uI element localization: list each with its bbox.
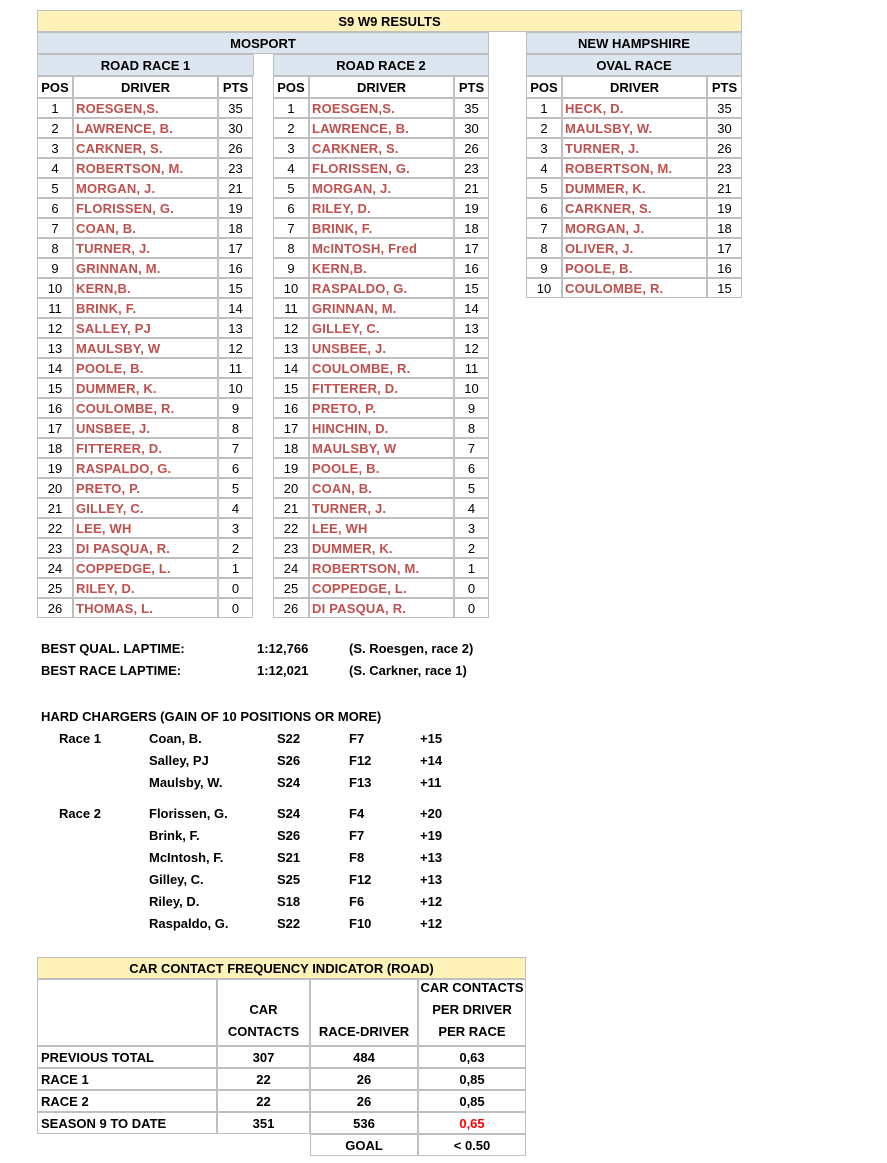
race1-driver: POOLE, B. [73,358,218,378]
race1-pts: 5 [218,478,253,498]
race2-pos: 17 [273,418,309,438]
contact-row-race-driver: 536 [310,1112,418,1134]
race2-pts: 10 [454,378,489,398]
race2-pts: 18 [454,218,489,238]
oval-pos: 8 [526,238,562,258]
contact-header-race-driver [310,979,418,1046]
race2-driver: KERN,B. [309,258,454,278]
race1-driver: SALLEY, PJ [73,318,218,338]
race2-pts: 15 [454,278,489,298]
race1-pos: 3 [37,138,73,158]
oval-driver: DUMMER, K. [562,178,707,198]
hard-charger-gain: +13 [420,872,443,887]
race1-pts: 14 [218,298,253,318]
race1-driver: COULOMBE, R. [73,398,218,418]
race2-driver: COULOMBE, R. [309,358,454,378]
oval-driver: COULOMBE, R. [562,278,707,298]
oval-header-driver: DRIVER [562,76,707,98]
race2-pos: 10 [273,278,309,298]
race1-driver: THOMAS, L. [73,598,218,618]
race2-driver: UNSBEE, J. [309,338,454,358]
oval-pts: 19 [707,198,742,218]
laptime-label: BEST QUAL. LAPTIME: [41,641,185,656]
race2-pts: 21 [454,178,489,198]
hard-charger-start: S22 [277,916,301,931]
hard-charger-gain: +11 [420,775,442,790]
race1-pos: 16 [37,398,73,418]
race1-pts: 26 [218,138,253,158]
race1-pos: 23 [37,538,73,558]
race2-pos: 16 [273,398,309,418]
race1-pos: 12 [37,318,73,338]
race1-pos: 9 [37,258,73,278]
race1-pos: 11 [37,298,73,318]
laptime-note: (S. Roesgen, race 2) [349,641,474,656]
race1-pts: 35 [218,98,253,118]
oval-pts: 23 [707,158,742,178]
contact-row-label: RACE 1 [37,1068,217,1090]
oval-driver: POOLE, B. [562,258,707,278]
race1-pts: 1 [218,558,253,578]
race2-pts: 1 [454,558,489,578]
hard-charger-name: Florissen, G. [149,806,228,821]
race2-pos: 11 [273,298,309,318]
contact-header-line: PER RACE [438,1024,506,1039]
race1-pos: 4 [37,158,73,178]
hard-charger-gain: +19 [420,828,443,843]
contact-row-race-driver: 484 [310,1046,418,1068]
race1-pts: 8 [218,418,253,438]
oval-pos: 7 [526,218,562,238]
race2-pts: 23 [454,158,489,178]
contact-row-label: SEASON 9 TO DATE [37,1112,217,1134]
race2-driver: RASPALDO, G. [309,278,454,298]
race1-driver: UNSBEE, J. [73,418,218,438]
race-header-road-race-1: ROAD RACE 1 [37,54,254,76]
race1-pts: 16 [218,258,253,278]
hard-charger-start: S26 [277,828,301,843]
contact-header-line: CONTACTS [227,1024,300,1039]
race2-pos: 12 [273,318,309,338]
race2-driver: PRETO, P. [309,398,454,418]
race1-pos: 15 [37,378,73,398]
race2-pts: 4 [454,498,489,518]
hard-charger-race-label: Race 2 [59,806,101,821]
hard-charger-name: Coan, B. [149,731,202,746]
track-header-new-hampshire: NEW HAMPSHIRE [526,32,742,54]
race2-pos: 20 [273,478,309,498]
race1-pos: 8 [37,238,73,258]
hard-charger-finish: F13 [349,775,372,790]
contact-header-car-contacts [217,979,310,1046]
race1-pts: 30 [218,118,253,138]
race2-driver: HINCHIN, D. [309,418,454,438]
hard-charger-finish: F10 [349,916,372,931]
contact-row-label: PREVIOUS TOTAL [37,1046,217,1068]
race2-pos: 14 [273,358,309,378]
hard-charger-gain: +14 [420,753,443,768]
race1-driver: DI PASQUA, R. [73,538,218,558]
contact-row-ratio: 0,63 [418,1046,526,1068]
hard-charger-gain: +12 [420,894,443,909]
race1-pts: 9 [218,398,253,418]
hard-charger-name: Maulsby, W. [149,775,223,790]
hard-charger-start: S24 [277,775,301,790]
race2-pts: 6 [454,458,489,478]
race1-driver: RILEY, D. [73,578,218,598]
oval-pts: 26 [707,138,742,158]
hard-charger-start: S21 [277,850,301,865]
race1-driver: MAULSBY, W [73,338,218,358]
race2-driver: COAN, B. [309,478,454,498]
race1-driver: FITTERER, D. [73,438,218,458]
race1-pts: 11 [218,358,253,378]
race1-pts: 0 [218,578,253,598]
race1-pts: 2 [218,538,253,558]
oval-header-pos: POS [526,76,562,98]
hard-charger-gain: +15 [420,731,443,746]
laptime-value: 1:12,021 [257,663,309,678]
contact-row-car-contacts: 351 [217,1112,310,1134]
race1-pos: 26 [37,598,73,618]
hard-charger-start: S22 [277,731,301,746]
race2-pos: 1 [273,98,309,118]
race1-driver: COAN, B. [73,218,218,238]
race1-pts: 13 [218,318,253,338]
laptime-label: BEST RACE LAPTIME: [41,663,182,678]
race1-pos: 21 [37,498,73,518]
oval-driver: CARKNER, S. [562,198,707,218]
contact-row-ratio: 0,65 [418,1112,526,1134]
hard-charger-start: S26 [277,753,301,768]
race1-driver: CARKNER, S. [73,138,218,158]
hard-charger-name: Salley, PJ [149,753,209,768]
contact-header-empty [37,979,217,1046]
race2-pts: 35 [454,98,489,118]
race1-driver: GRINNAN, M. [73,258,218,278]
race1-driver: GILLEY, C. [73,498,218,518]
hard-charger-start: S24 [277,806,301,821]
race1-pos: 13 [37,338,73,358]
race2-pos: 3 [273,138,309,158]
race1-pts: 21 [218,178,253,198]
contact-goal-value: < 0.50 [418,1134,526,1156]
hard-charger-gain: +20 [420,806,443,821]
race1-pos: 19 [37,458,73,478]
race1-pts: 7 [218,438,253,458]
race1-pos: 25 [37,578,73,598]
laptime-note: (S. Carkner, race 1) [349,663,467,678]
race2-pts: 13 [454,318,489,338]
oval-pos: 4 [526,158,562,178]
hard-charger-finish: F7 [349,828,365,843]
race1-header-pts: PTS [218,76,253,98]
race2-header-pos: POS [273,76,309,98]
race2-pos: 15 [273,378,309,398]
race1-pos: 10 [37,278,73,298]
contact-row-car-contacts: 22 [217,1090,310,1112]
race2-pos: 25 [273,578,309,598]
contact-row-label: RACE 2 [37,1090,217,1112]
race1-driver: FLORISSEN, G. [73,198,218,218]
race2-pts: 3 [454,518,489,538]
race1-pos: 18 [37,438,73,458]
hard-charger-gain: +13 [420,850,443,865]
race2-pts: 17 [454,238,489,258]
hard-chargers-heading: HARD CHARGERS (GAIN OF 10 POSITIONS OR MORE) [41,709,382,724]
race2-driver: DI PASQUA, R. [309,598,454,618]
hard-charger-name: Riley, D. [149,894,200,909]
oval-driver: MAULSBY, W. [562,118,707,138]
race1-pts: 15 [218,278,253,298]
race1-pts: 6 [218,458,253,478]
race2-driver: COPPEDGE, L. [309,578,454,598]
contact-goal-label: GOAL [310,1134,418,1156]
race2-pts: 0 [454,598,489,618]
race2-pos: 4 [273,158,309,178]
race1-pts: 10 [218,378,253,398]
hard-charger-name: Raspaldo, G. [149,916,229,931]
race1-pos: 7 [37,218,73,238]
oval-pos: 10 [526,278,562,298]
race2-driver: BRINK, F. [309,218,454,238]
contact-header-line: RACE-DRIVER [318,1024,410,1039]
race2-pts: 30 [454,118,489,138]
oval-pos: 6 [526,198,562,218]
race2-driver: CARKNER, S. [309,138,454,158]
oval-driver: HECK, D. [562,98,707,118]
race-header-road-race-2: ROAD RACE 2 [273,54,489,76]
oval-pts: 17 [707,238,742,258]
race2-pos: 7 [273,218,309,238]
oval-pts: 35 [707,98,742,118]
race1-header-pos: POS [37,76,73,98]
contact-table-title: CAR CONTACT FREQUENCY INDICATOR (ROAD) [37,957,526,979]
oval-pos: 3 [526,138,562,158]
race2-pts: 12 [454,338,489,358]
race-header-oval-race: OVAL RACE [526,54,742,76]
race2-pos: 13 [273,338,309,358]
race1-pos: 20 [37,478,73,498]
hard-charger-finish: F12 [349,753,372,768]
contact-header-line: CAR [249,1002,278,1017]
race2-driver: POOLE, B. [309,458,454,478]
race1-driver: ROESGEN,S. [73,98,218,118]
race1-pts: 19 [218,198,253,218]
race1-driver: TURNER, J. [73,238,218,258]
oval-pos: 1 [526,98,562,118]
race2-driver: DUMMER, K. [309,538,454,558]
race2-pts: 26 [454,138,489,158]
contact-row-car-contacts: 22 [217,1068,310,1090]
race2-pos: 2 [273,118,309,138]
hard-charger-finish: F6 [349,894,365,909]
race1-header-driver: DRIVER [73,76,218,98]
race2-header-driver: DRIVER [309,76,454,98]
race2-pos: 6 [273,198,309,218]
contact-row-race-driver: 26 [310,1090,418,1112]
race1-pts: 3 [218,518,253,538]
hard-charger-finish: F4 [349,806,365,821]
race1-pts: 4 [218,498,253,518]
race2-pts: 5 [454,478,489,498]
race2-pos: 18 [273,438,309,458]
race2-pts: 2 [454,538,489,558]
oval-pts: 15 [707,278,742,298]
race1-pos: 6 [37,198,73,218]
race1-driver: BRINK, F. [73,298,218,318]
race2-pts: 16 [454,258,489,278]
race1-driver: DUMMER, K. [73,378,218,398]
contact-row-ratio: 0,85 [418,1068,526,1090]
oval-driver: OLIVER, J. [562,238,707,258]
oval-pts: 16 [707,258,742,278]
race1-driver: MORGAN, J. [73,178,218,198]
race2-pts: 7 [454,438,489,458]
race2-pts: 14 [454,298,489,318]
race1-driver: ROBERTSON, M. [73,158,218,178]
oval-pts: 21 [707,178,742,198]
race1-driver: KERN,B. [73,278,218,298]
race2-driver: MAULSBY, W [309,438,454,458]
race1-pts: 23 [218,158,253,178]
oval-pts: 30 [707,118,742,138]
race2-pts: 0 [454,578,489,598]
contact-row-ratio: 0,85 [418,1090,526,1112]
oval-driver: ROBERTSON, M. [562,158,707,178]
race2-pos: 5 [273,178,309,198]
race1-pts: 17 [218,238,253,258]
oval-driver: MORGAN, J. [562,218,707,238]
race2-pos: 9 [273,258,309,278]
hard-charger-start: S18 [277,894,301,909]
oval-pos: 9 [526,258,562,278]
race2-pos: 21 [273,498,309,518]
race1-pos: 24 [37,558,73,578]
hard-charger-finish: F7 [349,731,365,746]
hard-charger-name: Gilley, C. [149,872,204,887]
hard-charger-finish: F8 [349,850,365,865]
race2-pos: 24 [273,558,309,578]
race2-pos: 8 [273,238,309,258]
contact-header-line: CAR CONTACTS [420,980,524,995]
race2-header-pts: PTS [454,76,489,98]
laptime-value: 1:12,766 [257,641,309,656]
race1-pos: 2 [37,118,73,138]
oval-pos: 2 [526,118,562,138]
race2-pos: 19 [273,458,309,478]
oval-pos: 5 [526,178,562,198]
hard-charger-name: Brink, F. [149,828,200,843]
race2-pts: 19 [454,198,489,218]
oval-header-pts: PTS [707,76,742,98]
race1-driver: RASPALDO, G. [73,458,218,478]
race2-driver: GILLEY, C. [309,318,454,338]
race2-driver: LAWRENCE, B. [309,118,454,138]
race2-pts: 9 [454,398,489,418]
race1-pts: 0 [218,598,253,618]
hard-charger-gain: +12 [420,916,443,931]
race2-driver: MORGAN, J. [309,178,454,198]
race1-driver: PRETO, P. [73,478,218,498]
race2-pos: 22 [273,518,309,538]
race2-driver: FITTERER, D. [309,378,454,398]
hard-charger-name: McIntosh, F. [149,850,224,865]
page-title: S9 W9 RESULTS [37,10,742,32]
contact-header-line: PER DRIVER [432,1002,512,1017]
race2-driver: RILEY, D. [309,198,454,218]
race2-driver: ROBERTSON, M. [309,558,454,578]
race2-pts: 11 [454,358,489,378]
race1-pos: 22 [37,518,73,538]
race1-driver: COPPEDGE, L. [73,558,218,578]
race1-pos: 1 [37,98,73,118]
race1-pos: 14 [37,358,73,378]
oval-driver: TURNER, J. [562,138,707,158]
contact-row-race-driver: 26 [310,1068,418,1090]
hard-charger-finish: F12 [349,872,372,887]
race2-driver: GRINNAN, M. [309,298,454,318]
track-header-mosport: MOSPORT [37,32,489,54]
race2-pos: 26 [273,598,309,618]
race2-pts: 8 [454,418,489,438]
race1-pts: 18 [218,218,253,238]
hard-charger-start: S25 [277,872,301,887]
oval-pts: 18 [707,218,742,238]
race1-pos: 5 [37,178,73,198]
race2-driver: McINTOSH, Fred [309,238,454,258]
race1-driver: LAWRENCE, B. [73,118,218,138]
race2-driver: ROESGEN,S. [309,98,454,118]
race2-pos: 23 [273,538,309,558]
contact-header-per-driver-per-race [418,979,526,1046]
race1-pos: 17 [37,418,73,438]
race2-driver: TURNER, J. [309,498,454,518]
race2-driver: LEE, WH [309,518,454,538]
race1-pts: 12 [218,338,253,358]
contact-row-car-contacts: 307 [217,1046,310,1068]
hard-charger-race-label: Race 1 [59,731,101,746]
race2-driver: FLORISSEN, G. [309,158,454,178]
race1-driver: LEE, WH [73,518,218,538]
